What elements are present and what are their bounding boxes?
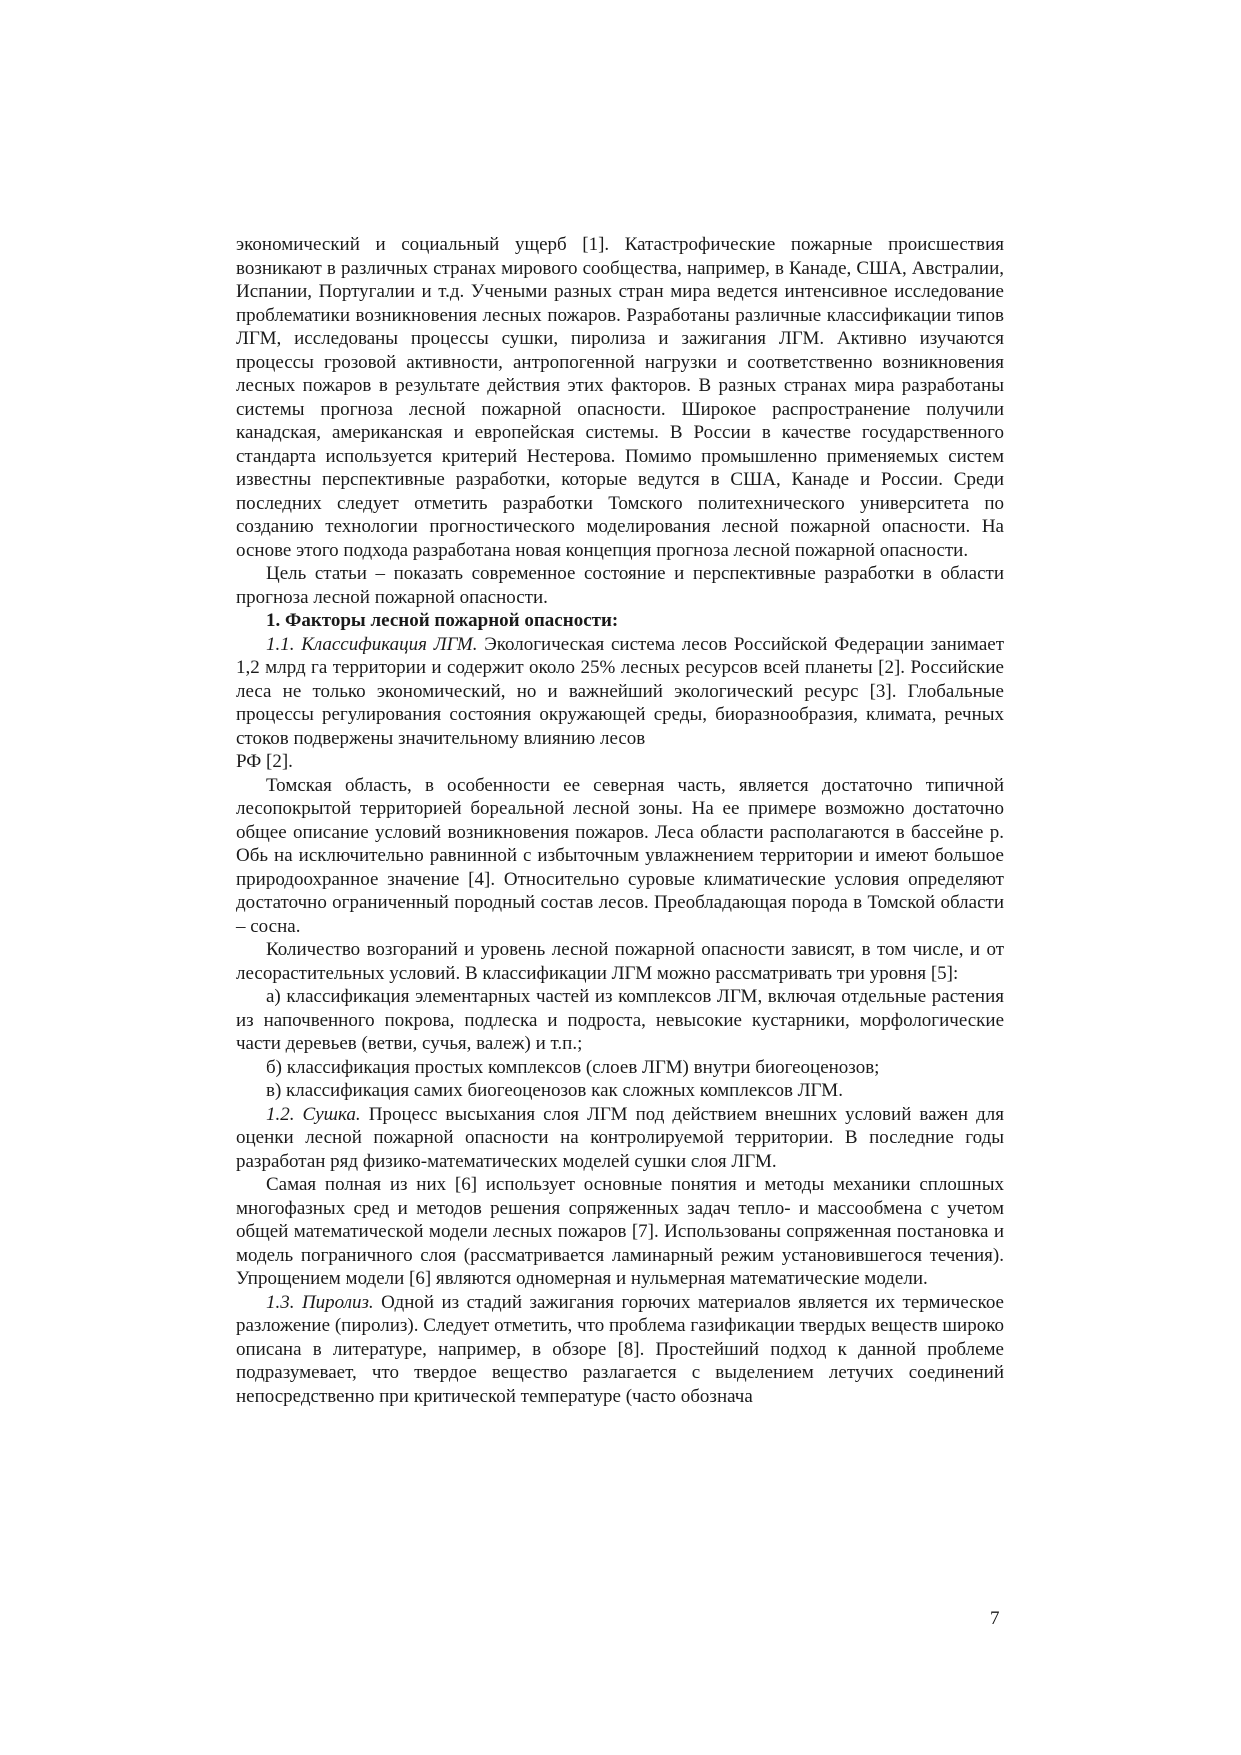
paragraph-drying [236,1103,1004,1174]
paragraph-classification-text: Экологическая система лесов Российской Федерации занимает 1,2 млрд га территории и содержит около 25% лесных ресурсов всей планеты [2]. Российские леса не только экономический, но и важнейший экологический ресурс [3]. Глобальные процессы регулирования состояния окружающей среды, биоразнообразия, климата, речных стоков подвержены значительному влиянию лесов [236,633,1004,749]
paragraph-tomsk-region: Томская область, в особенности ее северная часть, является достаточно типичной лесопокрытой территорией бореальной лесной зоны. На ее примере возможно достаточно общее описание условий возникновения пожаров. Леса области располагаются в бассейне р. Обь на исключительно равнинной с избыточным увлажнением территории и имеют большое природоохранное значение [4]. Относительно суровые климатические условия определяют достаточно ограниченный породный состав лесов. Преобладающая порода в Томской области – сосна. [236,774,1004,937]
paragraph-models: Самая полная из них [6] использует основные понятия и методы механики сплошных многофазных сред и методов решения сопряженных задач тепло- и массообмена с учетом общей математической модели лесных пожаров [7]. Использованы сопряженная постановка и модель пограничного слоя (рассматривается ламинарный режим установившегося течения). Упрощением модели [6] являются одномерная и нульмерная математические модели. [236,1174,1004,1289]
list-item-c: в) классификация самих биогеоценозов как сложных комплексов ЛГМ. [266,1080,843,1101]
page-number: 7 [990,1608,1000,1629]
subsection-title-1-2: 1.2. Сушка. [266,1103,361,1125]
paragraph-levels: Количество возгораний и уровень лесной пожарной опасности зависят, в том числе, и от лесорастительных условий. В классификации ЛГМ можно рассматривать три уровня [5]: [236,939,1004,984]
subsection-title-1-1: 1.1. Классификация ЛГМ. [266,633,478,655]
paragraph-goal: Цель статьи – показать современное состояние и перспективные разработки в области прогноза лесной пожарной опасности. [236,563,1004,608]
list-item-b: б) классификация простых комплексов (слоев ЛГМ) внутри биогеоценозов; [266,1056,880,1078]
paragraph-drying-text: Процесс высыхания слоя ЛГМ под действием внешних условий важен для оценки лесной пожарной опасности на контролируемой территории. В последние годы разработан ряд физико-математических моделей сушки слоя ЛГМ. [236,1103,1004,1172]
paragraph-classification-end: РФ [2]. [236,751,293,772]
paragraph-pyrolysis [236,1291,1004,1409]
page-body [236,233,1004,1408]
paragraph-pyrolysis-text: Одной из стадий зажигания горючих материалов является их термическое разложение (пиролиз). Следует отметить, что проблема газификации твердых веществ широко описана в литературе, например, в обзоре [8]. Простейший подход к данной проблеме подразумевает, что твердое вещество разлагается с выделением летучих соединений непосредственно при критической температуре (часто обознача [236,1291,1004,1407]
subsection-title-1-3: 1.3. Пиролиз. [266,1291,374,1313]
paragraph-classification [236,633,1004,751]
section-heading-1: 1. Факторы лесной пожарной опасности: [266,610,619,631]
list-item-a: а) классификация элементарных частей из комплексов ЛГМ, включая отдельные растения из напочвенного покрова, подлеска и подроста, невысокие кустарники, морфологические части деревьев (ветви, сучья, валеж) и т.п.; [236,986,1004,1054]
paragraph-intro: экономический и социальный ущерб [1]. Катастрофические пожарные происшествия возникают в различных странах мирового сообщества, например, в Канаде, США, Австралии, Испании, Португалии и т.д. Учеными разных стран мира ведется интенсивное исследование проблематики возникновения лесных пожаров. Разработаны различные классификации типов ЛГМ, исследованы процессы сушки, пиролиза и зажигания ЛГМ. Активно изучаются процессы грозовой активности, антропогенной нагрузки и соответственно возникновения лесных пожаров в результате действия этих факторов. В разных странах мира разработаны системы прогноза лесной пожарной опасности. Широкое распространение получили канадская, американская и европейская системы. В России в качестве государственного стандарта используется критерий Нестерова. Помимо промышленно применяемых систем известны перспективные разработки, которые ведутся в США, Канаде и России. Среди последних следует отметить разработки Томского политехнического университета по созданию технологии прогностического моделирования лесной пожарной опасности. На основе этого подхода разработана новая концепция прогноза лесной пожарной опасности. [236,234,1004,561]
